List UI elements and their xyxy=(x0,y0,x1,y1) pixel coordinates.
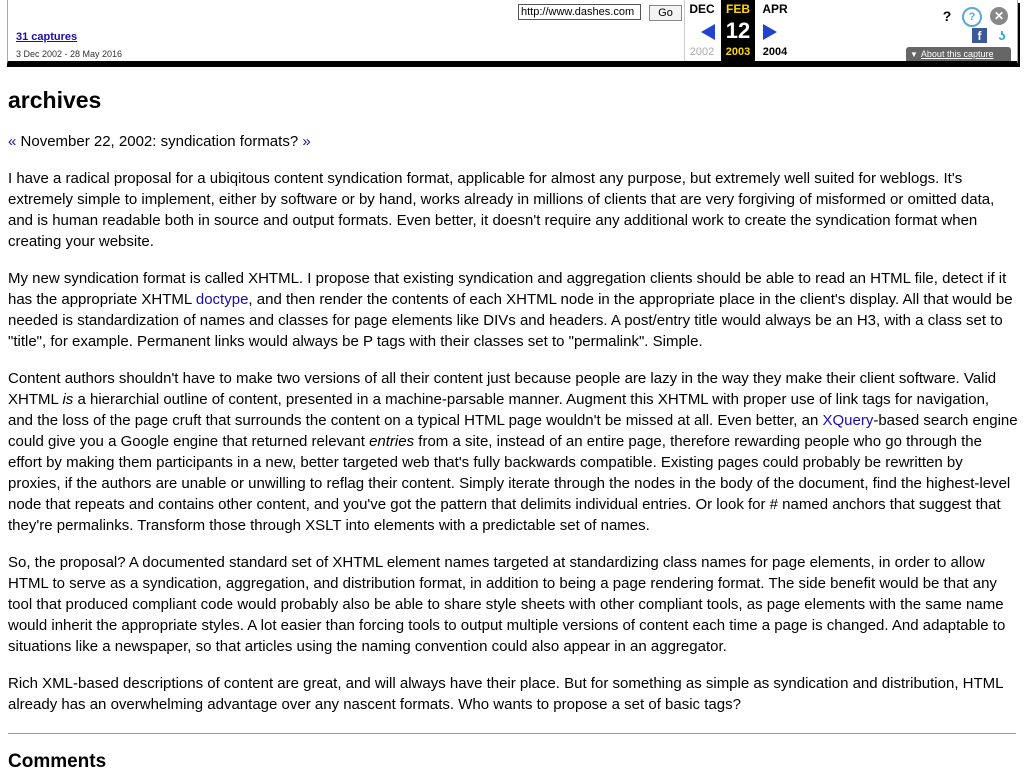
prev-month-label: DEC xyxy=(689,2,715,16)
next-year-label: 2004 xyxy=(762,46,788,58)
paragraph-4: So, the proposal? A documented standard set of XHTML element names targeted at standardizing class names for page elements, in order to allow HTML to serve as a syndication, aggregation, and distribution format, in addition to being a page rendering format. The side benefit would be that any tool that produced compliant code would probably also be able to share style sheets with other compliant tools, as page elements with the same name would inherit the appropriate styles. A lot easier than forcing tools to output multiple versions of content each time a page is changed. And adaptable to situations like a newspaper, so that articles using the naming convention could also appear in an aggregator. xyxy=(8,554,1006,655)
paragraph-3 xyxy=(8,368,1018,536)
current-year-label: 2003 xyxy=(725,46,751,58)
close-icon[interactable]: ✕ xyxy=(990,7,1008,25)
page-content xyxy=(8,86,1018,774)
paragraph-1: I have a radical proposal for a ubiqitous content syndication format, applicable for almost any purpose, but extremely well suited for weblogs. It's extremely simple to implement, either by software or by hand, works already in millions of clients that are very forgiving of misformed or omitted data, and is human readable both in source and output formats. Even better, it doesn't require any additional work to create the syndication format when creating your website. xyxy=(8,170,995,250)
comments-heading: Comments xyxy=(8,751,107,772)
current-day-label: 12 xyxy=(725,18,751,43)
prev-post-link[interactable]: « xyxy=(8,133,17,150)
captures-link[interactable]: 31 captures xyxy=(16,31,78,43)
facebook-icon[interactable]: f xyxy=(972,28,987,43)
next-month-label: APR xyxy=(762,2,788,16)
url-input[interactable] xyxy=(518,4,641,20)
page-title: archives xyxy=(8,87,102,113)
paragraph-2-text-a: My new syndication format is called XHTML. I propose that existing syndication and aggregation clients should be able to read an HTML file, detect if it has the appropriate XHTML xyxy=(8,270,1007,308)
next-month-column[interactable] xyxy=(758,0,792,61)
prev-capture-arrow-icon[interactable] xyxy=(701,24,715,40)
unknown-glyph-icon[interactable]: ? xyxy=(942,8,952,24)
post-title: November 22, 2002: syndication formats? xyxy=(20,133,299,150)
twitter-icon[interactable]: ʖ xyxy=(998,28,1006,43)
paragraph-3-text-a: Content authors shouldn't have to make two versions of all their content just because people are lazy in the way they make their client software. Valid XHTML xyxy=(8,370,997,408)
paragraph-3-text-d: from a site, instead of an entire page, therefore rewarding people who go through the effort by making them participants in a new, better targeted web that's fully backwards compatible. Existing pages could probably be rewritten by proxies, if the authors are unable or unwilling to reflag their content. Simply iterate through the nodes in the body of the document, find the highest-level node that repeats and contains other content, and you've got the pattern that delimits individual entries. Or look for # named anchors that suggest that they're permalinks. Transform those through XSLT into elements with a predictable set of names. xyxy=(8,433,1011,534)
go-button[interactable]: Go xyxy=(649,5,682,21)
caret-down-icon: ▼ xyxy=(910,50,918,59)
help-icon[interactable]: ? xyxy=(962,7,982,27)
next-post-link[interactable]: » xyxy=(302,133,311,150)
paragraph-2 xyxy=(8,268,1018,352)
paragraph-3-text-b: a hierarchial outline of content, presented in a machine-parsable manner. Augment this XHTML with proper use of link tags for navigation, and the loss of the page cruft that surrounds the content on a typical HTML page wouldn't be missed at all. Even better, an xyxy=(8,391,990,429)
doctype-link[interactable]: doctype xyxy=(195,291,249,308)
emphasis-entries: entries xyxy=(369,433,415,450)
paragraph-3-text-c: -based search engine could give you a Google engine that returned relevant xyxy=(8,412,1018,450)
prev-year-label: 2002 xyxy=(689,46,715,58)
emphasis-is: is xyxy=(62,391,74,408)
paragraph-5: Rich XML-based descriptions of content are great, and will always have their place. But for something as simple as syndication and distribution, HTML already has an overwhelming advantage over any nascent formats. Who wants to propose a set of basic tags? xyxy=(8,675,1003,713)
divider xyxy=(8,733,1016,734)
captures-date-range: 3 Dec 2002 - 28 May 2016 xyxy=(16,49,123,59)
xquery-link[interactable]: XQuery xyxy=(822,412,874,429)
wayback-toolbar xyxy=(7,0,1018,64)
current-month-label: FEB xyxy=(726,2,750,16)
about-capture-button[interactable] xyxy=(906,47,1011,61)
post-navigation xyxy=(8,131,1018,152)
about-capture-label: About this capture xyxy=(920,49,994,59)
current-month-column xyxy=(721,0,755,61)
paragraph-2-text-b: , and then render the contents of each XHTML node in the appropriate place in the client's display. All that would be needed is standardization of names and classes for page elements like DIVs and headers. A post/entry title would always be an H3, with a class set to "title", for example. Permanent links would always be P tags with their classes set to "permalink". Simple. xyxy=(8,291,1013,350)
